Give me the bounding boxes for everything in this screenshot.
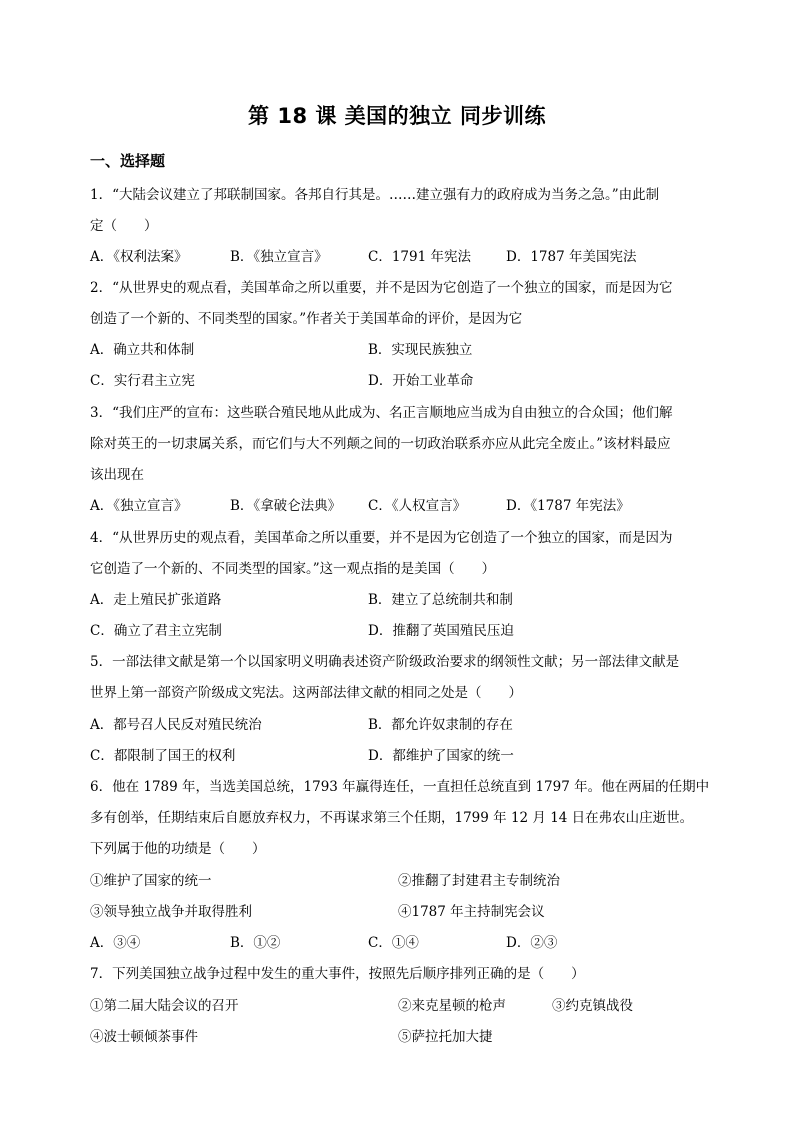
question-6-text: 6．他在 1789 年，当选美国总统，1793 年赢得连任，一直担任总统直到 1797 年。他在两届的任期中 xyxy=(90,779,710,795)
q1-option-d: D．1787 年美国宪法 xyxy=(506,249,637,265)
q5-option-b: B．都允许奴隶制的存在 xyxy=(368,717,513,733)
q4-option-b: B．建立了总统制共和制 xyxy=(368,592,513,608)
q2-option-d: D．开始工业革命 xyxy=(368,373,474,389)
q7-event-5: ⑤萨拉托加大捷 xyxy=(398,1029,493,1045)
q3-option-c: C．《人权宣言》 xyxy=(368,498,467,514)
question-3-text: 3．“我们庄严的宣布：这些联合殖民地从此成为、名正言顺地应当成为自由独立的合众国；他们解 xyxy=(90,405,673,421)
q6-option-a: A．③④ xyxy=(90,935,141,951)
question-5-text: 5．一部法律文献是第一个以国家明义明确表述资产阶级政治要求的纲领性文献；另一部法律文献是 xyxy=(90,654,680,670)
question-3-text-cont-2: 该出现在 xyxy=(90,467,144,483)
question-1-text-cont: 定（ ） xyxy=(90,218,158,234)
question-4-text: 4．“从世界历史的观点看，美国革命之所以重要，并不是因为它创造了一个独立的国家，而是因为 xyxy=(90,530,673,546)
q6-statement-4: ④1787 年主持制宪会议 xyxy=(398,904,545,920)
q5-option-c: C．都限制了国王的权利 xyxy=(90,748,236,764)
question-5-text-cont: 世界上第一部资产阶级成文宪法。这两部法律文献的相同之处是（ ） xyxy=(90,685,522,701)
question-7-text: 7．下列美国独立战争过程中发生的重大事件，按照先后顺序排列正确的是（ ） xyxy=(90,966,585,982)
q6-statement-2: ②推翻了封建君主专制统治 xyxy=(398,873,560,889)
question-3-text-cont: 除对英王的一切隶属关系，而它们与大不列颠之间的一切政治联系亦应从此完全废止。”该材料最应 xyxy=(90,436,671,452)
q6-option-d: D．②③ xyxy=(506,935,558,951)
q4-option-a: A．走上殖民扩张道路 xyxy=(90,592,222,608)
q1-option-c: C．1791 年宪法 xyxy=(368,249,471,265)
q6-option-b: B．①② xyxy=(230,935,281,951)
q2-option-b: B．实现民族独立 xyxy=(368,342,473,358)
q5-option-d: D．都维护了国家的统一 xyxy=(368,748,514,764)
q7-event-4: ④波士顿倾茶事件 xyxy=(90,1029,198,1045)
q3-option-b: B．《拿破仑法典》 xyxy=(230,498,342,514)
question-1-text: 1．“大陆会议建立了邦联制国家。各邦自行其是。……建立强有力的政府成为当务之急。”由此制 xyxy=(90,187,660,203)
section-heading: 一、选择题 xyxy=(90,152,166,170)
q6-option-c: C．①④ xyxy=(368,935,419,951)
question-6-text-cont: 多有创举，任期结束后自愿放弃权力，不再谋求第三个任期，1799 年 12 月 14 日在弗农山庄逝世。 xyxy=(90,810,694,826)
q3-option-a: A．《独立宣言》 xyxy=(90,498,188,514)
question-2-text: 2．“从世界史的观点看，美国革命之所以重要，并不是因为它创造了一个独立的国家，而是因为它 xyxy=(90,280,673,296)
q3-option-d: D．《1787 年宪法》 xyxy=(506,498,630,514)
q2-option-a: A．确立共和体制 xyxy=(90,342,195,358)
q4-option-d: D．推翻了英国殖民压迫 xyxy=(368,623,514,639)
question-4-text-cont: 它创造了一个新的、不同类型的国家。”这一观点指的是美国（ ） xyxy=(90,561,496,577)
question-2-text-cont: 创造了一个新的、不同类型的国家。”作者关于美国革命的评价，是因为它 xyxy=(90,311,523,327)
q6-statement-3: ③领导独立战争并取得胜利 xyxy=(90,904,252,920)
q7-event-1: ①第二届大陆会议的召开 xyxy=(90,998,239,1014)
q5-option-a: A．都号召人民反对殖民统治 xyxy=(90,717,262,733)
question-6-text-cont-2: 下列属于他的功绩是（ ） xyxy=(90,841,266,857)
q2-option-c: C．实行君主立宪 xyxy=(90,373,195,389)
q4-option-c: C．确立了君主立宪制 xyxy=(90,623,222,639)
q1-option-b: B．《独立宣言》 xyxy=(230,249,328,265)
q6-statement-1: ①维护了国家的统一 xyxy=(90,873,212,889)
q7-event-3: ③约克镇战役 xyxy=(552,998,633,1014)
page-title: 第 18 课 美国的独立 同步训练 xyxy=(248,104,546,128)
q7-event-2: ②来克星顿的枪声 xyxy=(398,998,506,1014)
q1-option-a: A．《权利法案》 xyxy=(90,249,188,265)
